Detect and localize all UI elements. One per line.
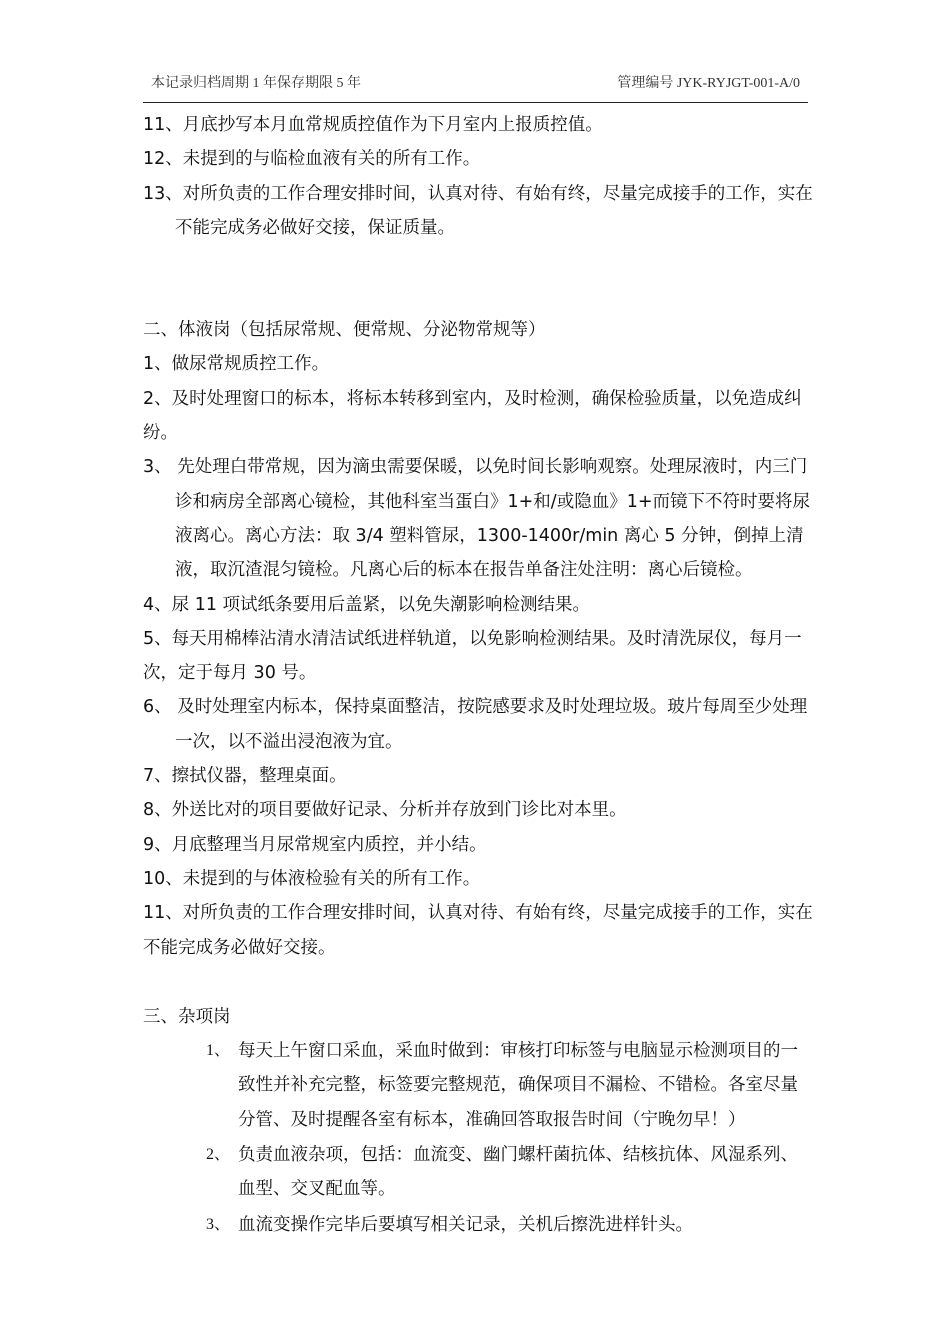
list-item: 7、擦拭仪器，整理桌面。 xyxy=(143,766,347,787)
list-item: 1、做尿常规质控工作。 xyxy=(143,354,330,375)
list-item xyxy=(206,1208,813,1242)
list-item: 6、 及时处理室内标本，保持桌面整洁，按院感要求及时处理垃圾。玻片每周至少处理一次，以不溢出浸泡液为宜。 xyxy=(143,697,808,752)
list-item xyxy=(206,1138,813,1207)
item-text: 负责血液杂项，包括：血流变、幽门螺杆菌抗体、结核抗体、风湿系列、血型、交叉配血等。 xyxy=(238,1145,798,1200)
page-header xyxy=(143,68,808,103)
list-item: 4、尿 11 项试纸条要用后盖紧，以免失潮影响检测结果。 xyxy=(143,594,591,615)
list-item: 5、每天用棉棒沾清水清洁试纸进样轨道，以免影响检测结果。及时清洗尿仪，每月一次，定于每月 30 号。 xyxy=(143,628,802,684)
list-item: 10、未提到的与体液检验有关的所有工作。 xyxy=(143,868,481,889)
item-number: 1、 xyxy=(206,1042,231,1060)
list-item: 9、月底整理当月尿常规室内质控，并小结。 xyxy=(143,834,487,855)
list-item: 13、对所负责的工作合理安排时间，认真对待、有始有终，尽量完成接手的工作，实在不能完成务必做好交接，保证质量。 xyxy=(143,183,813,238)
item-number: 2、 xyxy=(206,1146,231,1164)
list-item: 8、外送比对的项目要做好记录、分析并存放到门诊比对本里。 xyxy=(143,800,627,821)
list-item: 12、未提到的与临检血液有关的所有工作。 xyxy=(143,149,481,170)
list-item: 2、及时处理窗口的标本，将标本转移到室内，及时检测，确保检验质量，以免造成纠纷。 xyxy=(143,388,802,444)
list-item xyxy=(206,1034,813,1137)
document-body xyxy=(143,108,813,1242)
list-item: 11、对所负责的工作合理安排时间，认真对待、有始有终，尽量完成接手的工作，实在不能完成务必做好交接。 xyxy=(143,903,813,958)
section-heading-misc: 三、杂项岗 xyxy=(143,1006,231,1027)
item-number: 3、 xyxy=(206,1215,231,1233)
item-text: 血流变操作完毕后要填写相关记录，关机后擦洗进样针头。 xyxy=(238,1214,693,1235)
item-text: 每天上午窗口采血，采血时做到：审核打印标签与电脑显示检测项目的一致性并补充完整，标签要完整规范，确保项目不漏检、不错检。各室尽量分管、及时提醒各室有标本，准确回答取报告时间（宁晚勿早！） xyxy=(238,1041,798,1130)
list-item: 11、月底抄写本月血常规质控值作为下月室内上报质控值。 xyxy=(143,115,603,135)
section-heading-body-fluid: 二、体液岗（包括尿常规、便常规、分泌物常规等） xyxy=(143,320,546,341)
list-item: 3、 先处理白带常规，因为滴虫需要保暖，以免时间长影响观察。处理尿液时，内三门诊和病房全部离心镜检，其他科室当蛋白》1+和/或隐血》1+而镜下不符时要将尿液离心。离心方法：取 3/4 塑料管尿，1300-1400r/min 离心 5 分钟，倒掉上清液，取沉渣混匀镜检。凡离心后的标本在报告单备注处注明：离心后镜检。 xyxy=(143,457,810,581)
archive-period-note: 本记录归档周期 1 年保存期限 5 年 xyxy=(151,76,361,91)
document-code: 管理编号 JYK-RYJGT-001-A/0 xyxy=(617,76,800,91)
